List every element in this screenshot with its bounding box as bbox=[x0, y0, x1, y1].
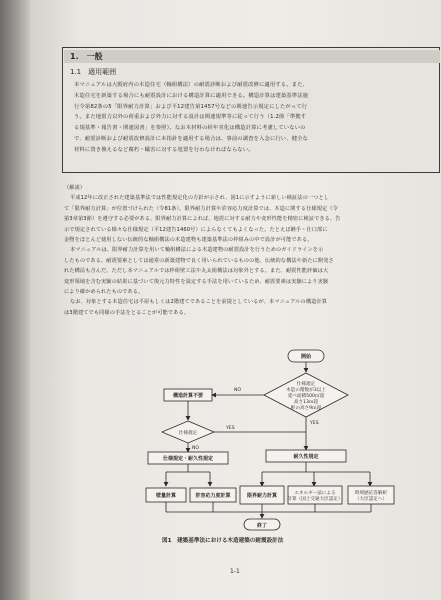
limit-strength-label: 限界耐力計算 bbox=[246, 493, 278, 499]
subsection-title: 1.1 適用範囲 bbox=[70, 68, 117, 76]
wall-quantity-label: 壁量計算 bbox=[155, 493, 177, 499]
provision-line: 材料に置き換えるなど腐朽・蟻害に対する処置を行わなければならない。 bbox=[74, 146, 254, 153]
energy-method-line: エネルギー法による bbox=[294, 491, 336, 496]
seismic-design-flowchart bbox=[30, 0, 441, 600]
provision-line: 行令第82条の5「限界耐力計算」および平12建告第1457号などの関連告示規定にしたがって行 bbox=[74, 103, 308, 110]
commentary-line: れた構法も含んだ。ただし本マニュアルでは枠組壁工法や丸太組構法は対象外とする。また、耐震性能評価は大 bbox=[64, 268, 329, 275]
commentary-line: 金物をほとんど使用しない伝統的な軸組構法の木造建物も建築基準法の枠組みの中で設計が可能である。 bbox=[64, 237, 313, 244]
commentary-line: なお、対象とする木造住宅は平屋もしくは2階建てであることを前提としているが、本マニュアルの構造計算 bbox=[70, 299, 327, 306]
commentary-line: 第3章第3節）を遵守する必要がある。限界耐力計算によれば、地震に対する耐力や変形性能を精密に検証できる。告 bbox=[64, 216, 341, 223]
decision1-line: 延べ面積500㎡超 bbox=[287, 394, 325, 399]
decision1-line: 高さ13ｍ超 bbox=[293, 400, 319, 405]
section-title: 1. 一般 bbox=[64, 50, 440, 63]
provision-line: 木造住宅を新築する場合にも耐震設計における構造計算に適用できる。構造計算は建築基準法施 bbox=[74, 92, 309, 99]
commentary-line: 平成12年に改正された建築基準法では性能規定化の方針が示され、図1に示すように新しい検証法の一つとし bbox=[70, 195, 330, 202]
commentary-line: したものである。耐震要素としては通常の新築建物で良く用いられているものの他、伝統的な構法や新たに開発さ bbox=[64, 257, 334, 264]
no-label: NO bbox=[234, 388, 242, 393]
figure-caption: 図1 建築基準法における木造建築の耐震設計法 bbox=[162, 538, 284, 544]
energy-method-line: 計算（国土交通大臣認定） bbox=[287, 497, 343, 502]
provision-line: う。また地震力以外の荷重および外力に対する設計は関連規準等に従って行う（1.2節「準拠す bbox=[74, 114, 307, 121]
provision-line: 本マニュアルは大阪府内の木造住宅（軸組構法）の耐震診断および耐震改修に適用する。また、 bbox=[74, 82, 309, 88]
commentary-line: は3階建てでも同様の手法をとることが可能である。 bbox=[64, 309, 190, 316]
decision1-line: 軒の高さ9ｍ超 bbox=[290, 406, 322, 411]
page-number: 1-1 bbox=[230, 568, 240, 575]
time-history-line: （大臣認定へ） bbox=[354, 497, 388, 502]
provision-line: る規基準・報告書・関連図書」を参照）。なお木材料の経年劣化は構造計算に考慮していないの bbox=[74, 125, 306, 132]
end-label: 終了 bbox=[256, 523, 268, 529]
commentary-line: 示で規定されている様々な仕様規定（平12建告1460号）によらなくてもよくなった。たとえば継手・仕口部に bbox=[64, 226, 328, 233]
commentary-line: て「限界耐力計算」が位置づけられた（令81条）。限界耐力計算や許容応力度計算では、木造に関する仕様規定（令 bbox=[64, 205, 338, 212]
durability-label: 耐久性規定 bbox=[293, 454, 319, 460]
decision2-label: 仕様規定 bbox=[178, 431, 198, 436]
spec-durability-label: 仕様規定・耐久性規定 bbox=[162, 456, 214, 462]
start-label: 開始 bbox=[300, 354, 312, 360]
provision-line: で、耐震診断および耐震改修設計に本指針を適用する場合は、事前の調査を入念に行い、健全な bbox=[74, 135, 309, 142]
calc-not-required-label: 構造計算不要 bbox=[172, 393, 204, 399]
commentary-heading: （解説） bbox=[64, 185, 86, 191]
binding-spine bbox=[0, 0, 34, 600]
commentary-line: 変形領域を含む実験の結果に基づいて復元力特性を設定する手法を用いているため、耐震要素は実験により実験 bbox=[64, 278, 329, 285]
commentary-line: 本マニュアルは、限界耐力計算を用いて軸組構法による木造建物の耐震設計を行うためのガイドラインを示 bbox=[70, 247, 324, 254]
commentary-line: により確かめられたものである。 bbox=[64, 289, 144, 296]
document-page bbox=[30, 0, 441, 600]
allowable-stress-label: 許容応力度計算 bbox=[195, 493, 231, 499]
decision1-line: 仕様規定 bbox=[296, 382, 316, 387]
yes-label: YES bbox=[310, 421, 319, 426]
time-history-line: 時刻歴応答解析 bbox=[354, 491, 388, 496]
yes2-label: YES bbox=[226, 426, 235, 431]
no2-label: NO bbox=[192, 446, 200, 451]
decision1-line: 木造の階数が3以上 bbox=[286, 388, 326, 393]
